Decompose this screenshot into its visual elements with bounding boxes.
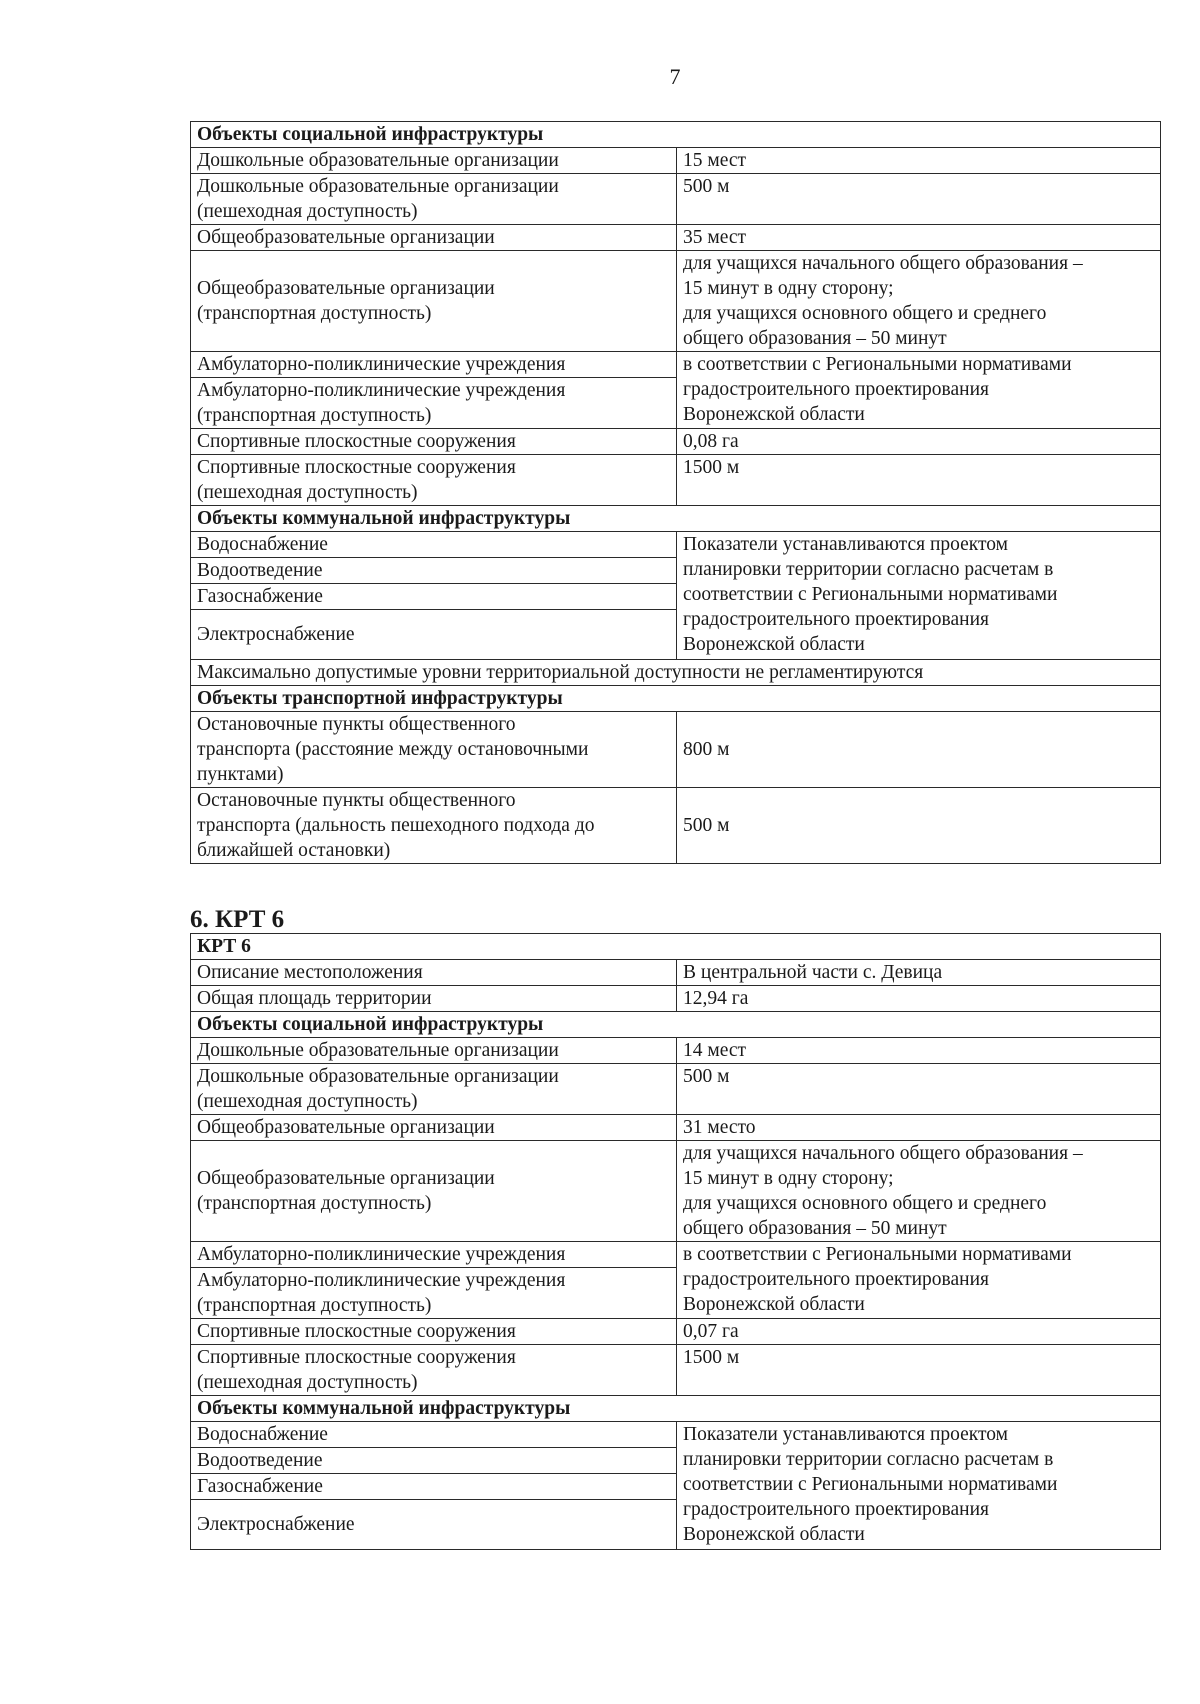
row-value: 500 м	[677, 1064, 1161, 1115]
row-label: Общеобразовательные организации (транспортная доступность)	[191, 1141, 677, 1242]
row-label: Описание местоположения	[191, 960, 677, 986]
table-row	[191, 1038, 1161, 1064]
row-label: Электроснабжение	[191, 1500, 677, 1550]
communal-norms-value: Показатели устанавливаются проектом планировки территории согласно расчетам в соответствии с Региональными нормативами градостроительного проектирования Воронежской области	[677, 1422, 1161, 1550]
row-label: Амбулаторно-поликлинические учреждения (транспортная доступность)	[191, 1268, 677, 1319]
table-row	[191, 251, 1161, 352]
infrastructure-table-1	[190, 121, 1161, 864]
row-value: 0,07 га	[677, 1319, 1161, 1345]
table-row	[191, 532, 1161, 558]
row-value: для учащихся начального общего образования – 15 минут в одну сторону; для учащихся основного общего и среднего общего образования – 50 минут	[677, 251, 1161, 352]
row-label: Спортивные плоскостные сооружения	[191, 1319, 677, 1345]
row-label: Общеобразовательные организации (транспортная доступность)	[191, 251, 677, 352]
table-row	[191, 960, 1161, 986]
row-value: 800 м	[677, 712, 1161, 788]
table-row	[191, 1115, 1161, 1141]
section-header-row	[191, 122, 1161, 148]
row-value: 1500 м	[677, 1345, 1161, 1396]
communal-infrastructure-header: Объекты коммунальной инфраструктуры	[191, 506, 1161, 532]
row-value: В центральной части с. Девица	[677, 960, 1161, 986]
row-label: Водоснабжение	[191, 532, 677, 558]
row-label: Газоснабжение	[191, 1474, 677, 1500]
row-label: Спортивные плоскостные сооружения (пешеходная доступность)	[191, 1345, 677, 1396]
table-row	[191, 1422, 1161, 1448]
clinic-norms-value: в соответствии с Региональными нормативами градостроительного проектирования Воронежской области	[677, 1242, 1161, 1319]
table-row	[191, 788, 1161, 864]
page-number: 7	[669, 64, 681, 89]
table-row	[191, 352, 1161, 378]
transport-infrastructure-header: Объекты транспортной инфраструктуры	[191, 686, 1161, 712]
row-value: 500 м	[677, 174, 1161, 225]
social-infrastructure-header: Объекты социальной инфраструктуры	[191, 1012, 1161, 1038]
clinic-norms-value: в соответствии с Региональными нормативами градостроительного проектирования Воронежской области	[677, 352, 1161, 429]
row-label: Спортивные плоскостные сооружения (пешеходная доступность)	[191, 455, 677, 506]
row-value: 500 м	[677, 788, 1161, 864]
row-label: Водоотведение	[191, 558, 677, 584]
row-label: Остановочные пункты общественного транспорта (расстояние между остановочными пунктами)	[191, 712, 677, 788]
table-row	[191, 174, 1161, 225]
krt-header: КРТ 6	[191, 934, 1161, 960]
row-value: для учащихся начального общего образования – 15 минут в одну сторону; для учащихся основного общего и среднего общего образования – 50 минут	[677, 1141, 1161, 1242]
row-label: Спортивные плоскостные сооружения	[191, 429, 677, 455]
row-label: Водоснабжение	[191, 1422, 677, 1448]
row-label: Общеобразовательные организации	[191, 1115, 677, 1141]
table-row	[191, 148, 1161, 174]
row-value: 12,94 га	[677, 986, 1161, 1012]
table-row	[191, 429, 1161, 455]
row-label: Остановочные пункты общественного транспорта (дальность пешеходного подхода до ближайшей остановки)	[191, 788, 677, 864]
row-label: Дошкольные образовательные организации	[191, 148, 677, 174]
section-header-row	[191, 934, 1161, 960]
accessibility-note: Максимально допустимые уровни территориальной доступности не регламентируются	[191, 660, 1161, 686]
row-label: Амбулаторно-поликлинические учреждения	[191, 1242, 677, 1268]
row-label: Общеобразовательные организации	[191, 225, 677, 251]
table-row	[191, 1345, 1161, 1396]
communal-norms-value: Показатели устанавливаются проектом планировки территории согласно расчетам в соответствии с Региональными нормативами градостроительного проектирования Воронежской области	[677, 532, 1161, 660]
table-row	[191, 712, 1161, 788]
table-row	[191, 1064, 1161, 1115]
infrastructure-table-2	[190, 933, 1161, 1550]
row-label: Водоотведение	[191, 1448, 677, 1474]
section-header-row	[191, 506, 1161, 532]
table-row	[191, 986, 1161, 1012]
section-header-row	[191, 1012, 1161, 1038]
row-label: Общая площадь территории	[191, 986, 677, 1012]
row-label: Амбулаторно-поликлинические учреждения (транспортная доступность)	[191, 378, 677, 429]
section-heading: 6. КРТ 6	[190, 906, 285, 933]
section-header-row	[191, 686, 1161, 712]
row-value: 31 место	[677, 1115, 1161, 1141]
row-label: Электроснабжение	[191, 610, 677, 660]
table-row	[191, 1319, 1161, 1345]
row-value: 0,08 га	[677, 429, 1161, 455]
section-header-row	[191, 1396, 1161, 1422]
social-infrastructure-header: Объекты социальной инфраструктуры	[191, 122, 1161, 148]
row-label: Амбулаторно-поликлинические учреждения	[191, 352, 677, 378]
row-value: 1500 м	[677, 455, 1161, 506]
row-label: Дошкольные образовательные организации	[191, 1038, 677, 1064]
row-value: 15 мест	[677, 148, 1161, 174]
table-row	[191, 455, 1161, 506]
note-row	[191, 660, 1161, 686]
row-label: Дошкольные образовательные организации (пешеходная доступность)	[191, 1064, 677, 1115]
table-row	[191, 225, 1161, 251]
table-row	[191, 1242, 1161, 1268]
table-row	[191, 1141, 1161, 1242]
row-label: Газоснабжение	[191, 584, 677, 610]
row-value: 35 мест	[677, 225, 1161, 251]
communal-infrastructure-header: Объекты коммунальной инфраструктуры	[191, 1396, 1161, 1422]
row-value: 14 мест	[677, 1038, 1161, 1064]
row-label: Дошкольные образовательные организации (пешеходная доступность)	[191, 174, 677, 225]
